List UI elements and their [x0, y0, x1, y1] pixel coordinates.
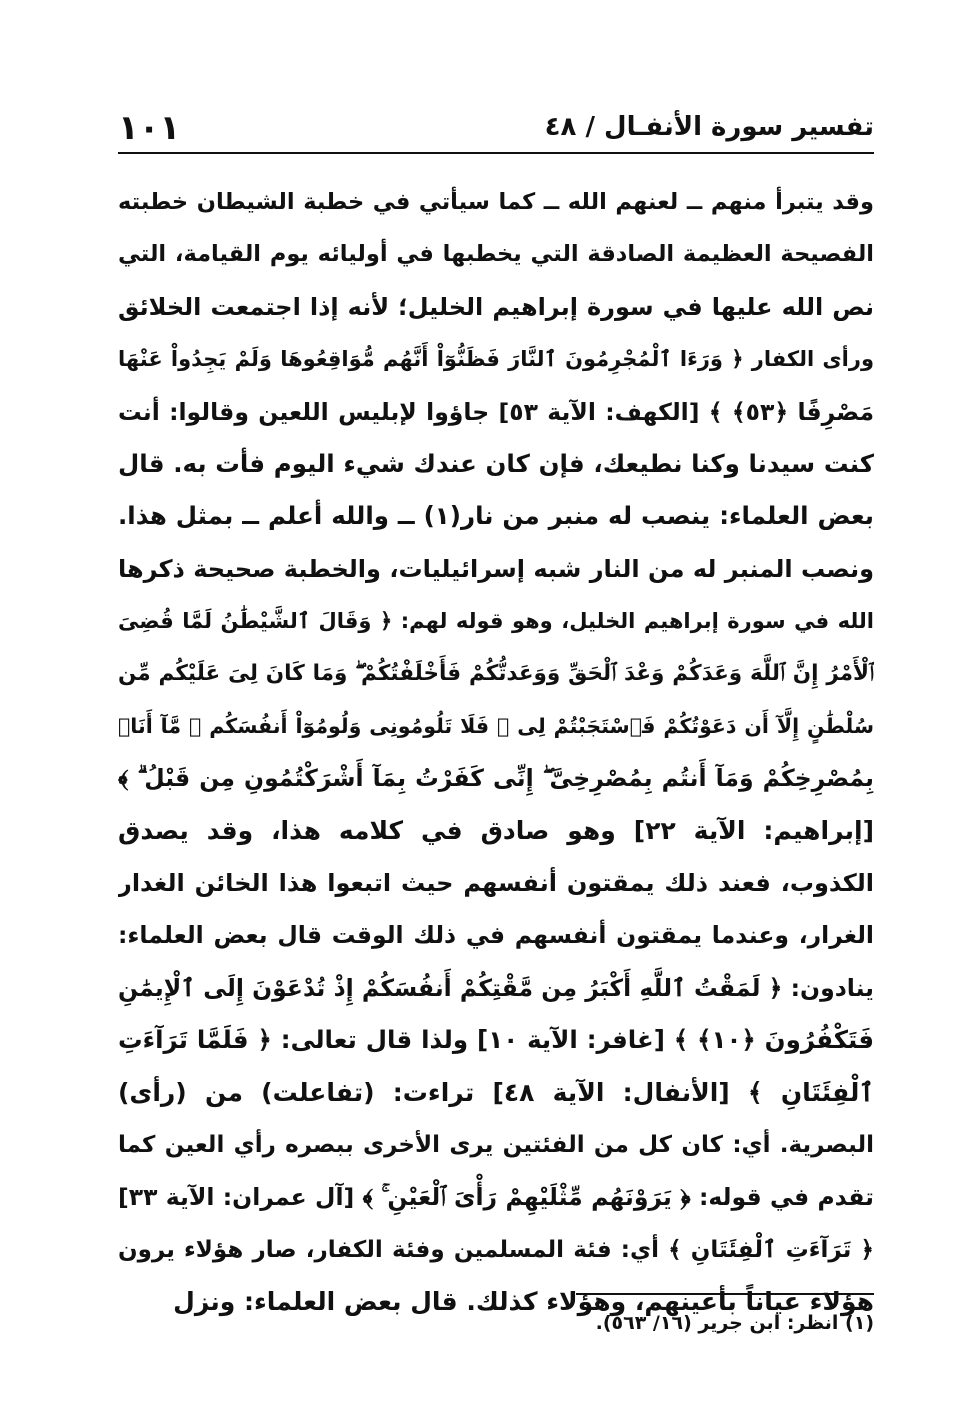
footnote: (١) انظر: ابن جرير (١٦/ ٥٦٣).	[595, 1312, 874, 1334]
text-line: الغرار، وعندما يمقتون أنفسهم في ذلك الوقت قال بعض العلماء:	[118, 921, 874, 950]
text-line: سُلْطَٰنٍ إِلَّآ أَن دَعَوْتُكُمْ فَٱسْتَجَبْتُمْ لِى ۖ فَلَا تَلُومُونِى وَلُومُوٓاْ أَنفُسَكُم ۖ مَّآ أَنَا۠	[118, 713, 874, 738]
text-line: بِمُصْرِخِكُمْ وَمَآ أَنتُم بِمُصْرِخِىَّ ۖ إِنِّى كَفَرْتُ بِمَآ أَشْرَكْتُمُونِ مِن قَبْلُ ۗ ﴾	[118, 764, 874, 793]
text-line: ونصب المنبر له من النار شبه إسرائيليات، والخطبة صحيحة ذكرها	[118, 554, 874, 583]
header-rule	[118, 152, 874, 154]
text-line: ﴿ تَرَآءَتِ ٱلْفِئَتَانِ ﴾ أي: فئة المسلمين وفئة الكفار، صار هؤلاء يرون	[118, 1236, 874, 1263]
text-line: بعض العلماء: ينصب له منبر من نار(١) ــ والله أعلم ــ بمثل هذا.	[118, 501, 874, 531]
page-header	[118, 108, 874, 152]
text-line: مَصْرِفًا ﴿٥٣﴾ ﴾ [الكهف: الآية ٥٣] جاؤوا لإبليس اللعين وقالوا: أنت	[118, 397, 874, 426]
text-line: الله في سورة إبراهيم الخليل، وهو قوله لهم: ﴿ وَقَالَ ٱلشَّيْطَٰنُ لَمَّا قُضِىَ	[118, 609, 874, 634]
text-line: كنت سيدنا وكنا نطيعك، فإن كان عندك شيء اليوم فأت به. قال	[118, 448, 874, 478]
text-line: الفصيحة العظيمة الصادقة التي يخطبها في أوليائه يوم القيامة، التي	[118, 241, 874, 268]
text-line: تقدم في قوله: ﴿ يَرَوْنَهُم مِّثْلَيْهِمْ رَأْىَ ٱلْعَيْنِ ۚ ﴾ [آل عمران: الآية ٣٣]	[118, 1183, 874, 1212]
footnote-rule	[576, 1293, 874, 1295]
text-line: ورأى الكفار ﴿ وَرَءَا ٱلْمُجْرِمُونَ ٱلنَّارَ فَظَنُّوٓاْ أَنَّهُم مُّوَاقِعُوهَا وَلَمْ يَجِدُواْ عَنْهَا	[118, 347, 874, 372]
text-line: ٱلْفِئَتَانِ ﴾ [الأنفال: الآية ٤٨] تراءت: (تفاعلت) من (رأى)	[118, 1077, 874, 1107]
text-line: فَتَكْفُرُونَ ﴿١٠﴾ ﴾ [غافر: الآية ١٠] ولذا قال تعالى: ﴿ فَلَمَّا تَرَآءَتِ	[118, 1025, 874, 1055]
text-line: وقد يتبرأ منهم ــ لعنهم الله ــ كما سيأتي في خطبة الشيطان خطبته	[118, 189, 874, 215]
text-line: [إبراهيم: الآية ٢٢] وهو صادق في كلامه هذا، وقد يصدق	[118, 815, 874, 845]
text-line: ٱلْأَمْرُ إِنَّ ٱللَّهَ وَعَدَكُمْ وَعْدَ ٱلْحَقِّ وَوَعَدتُّكُمْ فَأَخْلَفْتُكُمْ ۖ وَمَا كَانَ لِىَ عَلَيْكُم مِّن	[118, 660, 874, 686]
running-title: تفسير سورة الأنفـال / ٤٨	[544, 112, 874, 142]
text-line: هؤلاء عياناً بأعينهم، وهؤلاء كذلك. قال بعض العلماء: ونزل	[173, 1287, 874, 1317]
text-line: البصرية. أي: كان كل من الفئتين يرى الأخرى ببصره رأي العين كما	[118, 1132, 874, 1159]
text-line: ينادون: ﴿ لَمَقْتُ ٱللَّهِ أَكْبَرُ مِن مَّقْتِكُمْ أَنفُسَكُمْ إِذْ تُدْعَوْنَ إِلَى ٱلْإِيمَٰنِ	[118, 973, 874, 1002]
text-line: نص الله عليها في سورة إبراهيم الخليل؛ لأنه إذا اجتمعت الخلائق	[118, 292, 874, 321]
body-text	[118, 176, 874, 1329]
text-line: الكذوب، فعند ذلك يمقتون أنفسهم حيث اتبعوا هذا الخائن الغدار	[118, 869, 874, 898]
page-number: ١٠١	[118, 108, 181, 148]
